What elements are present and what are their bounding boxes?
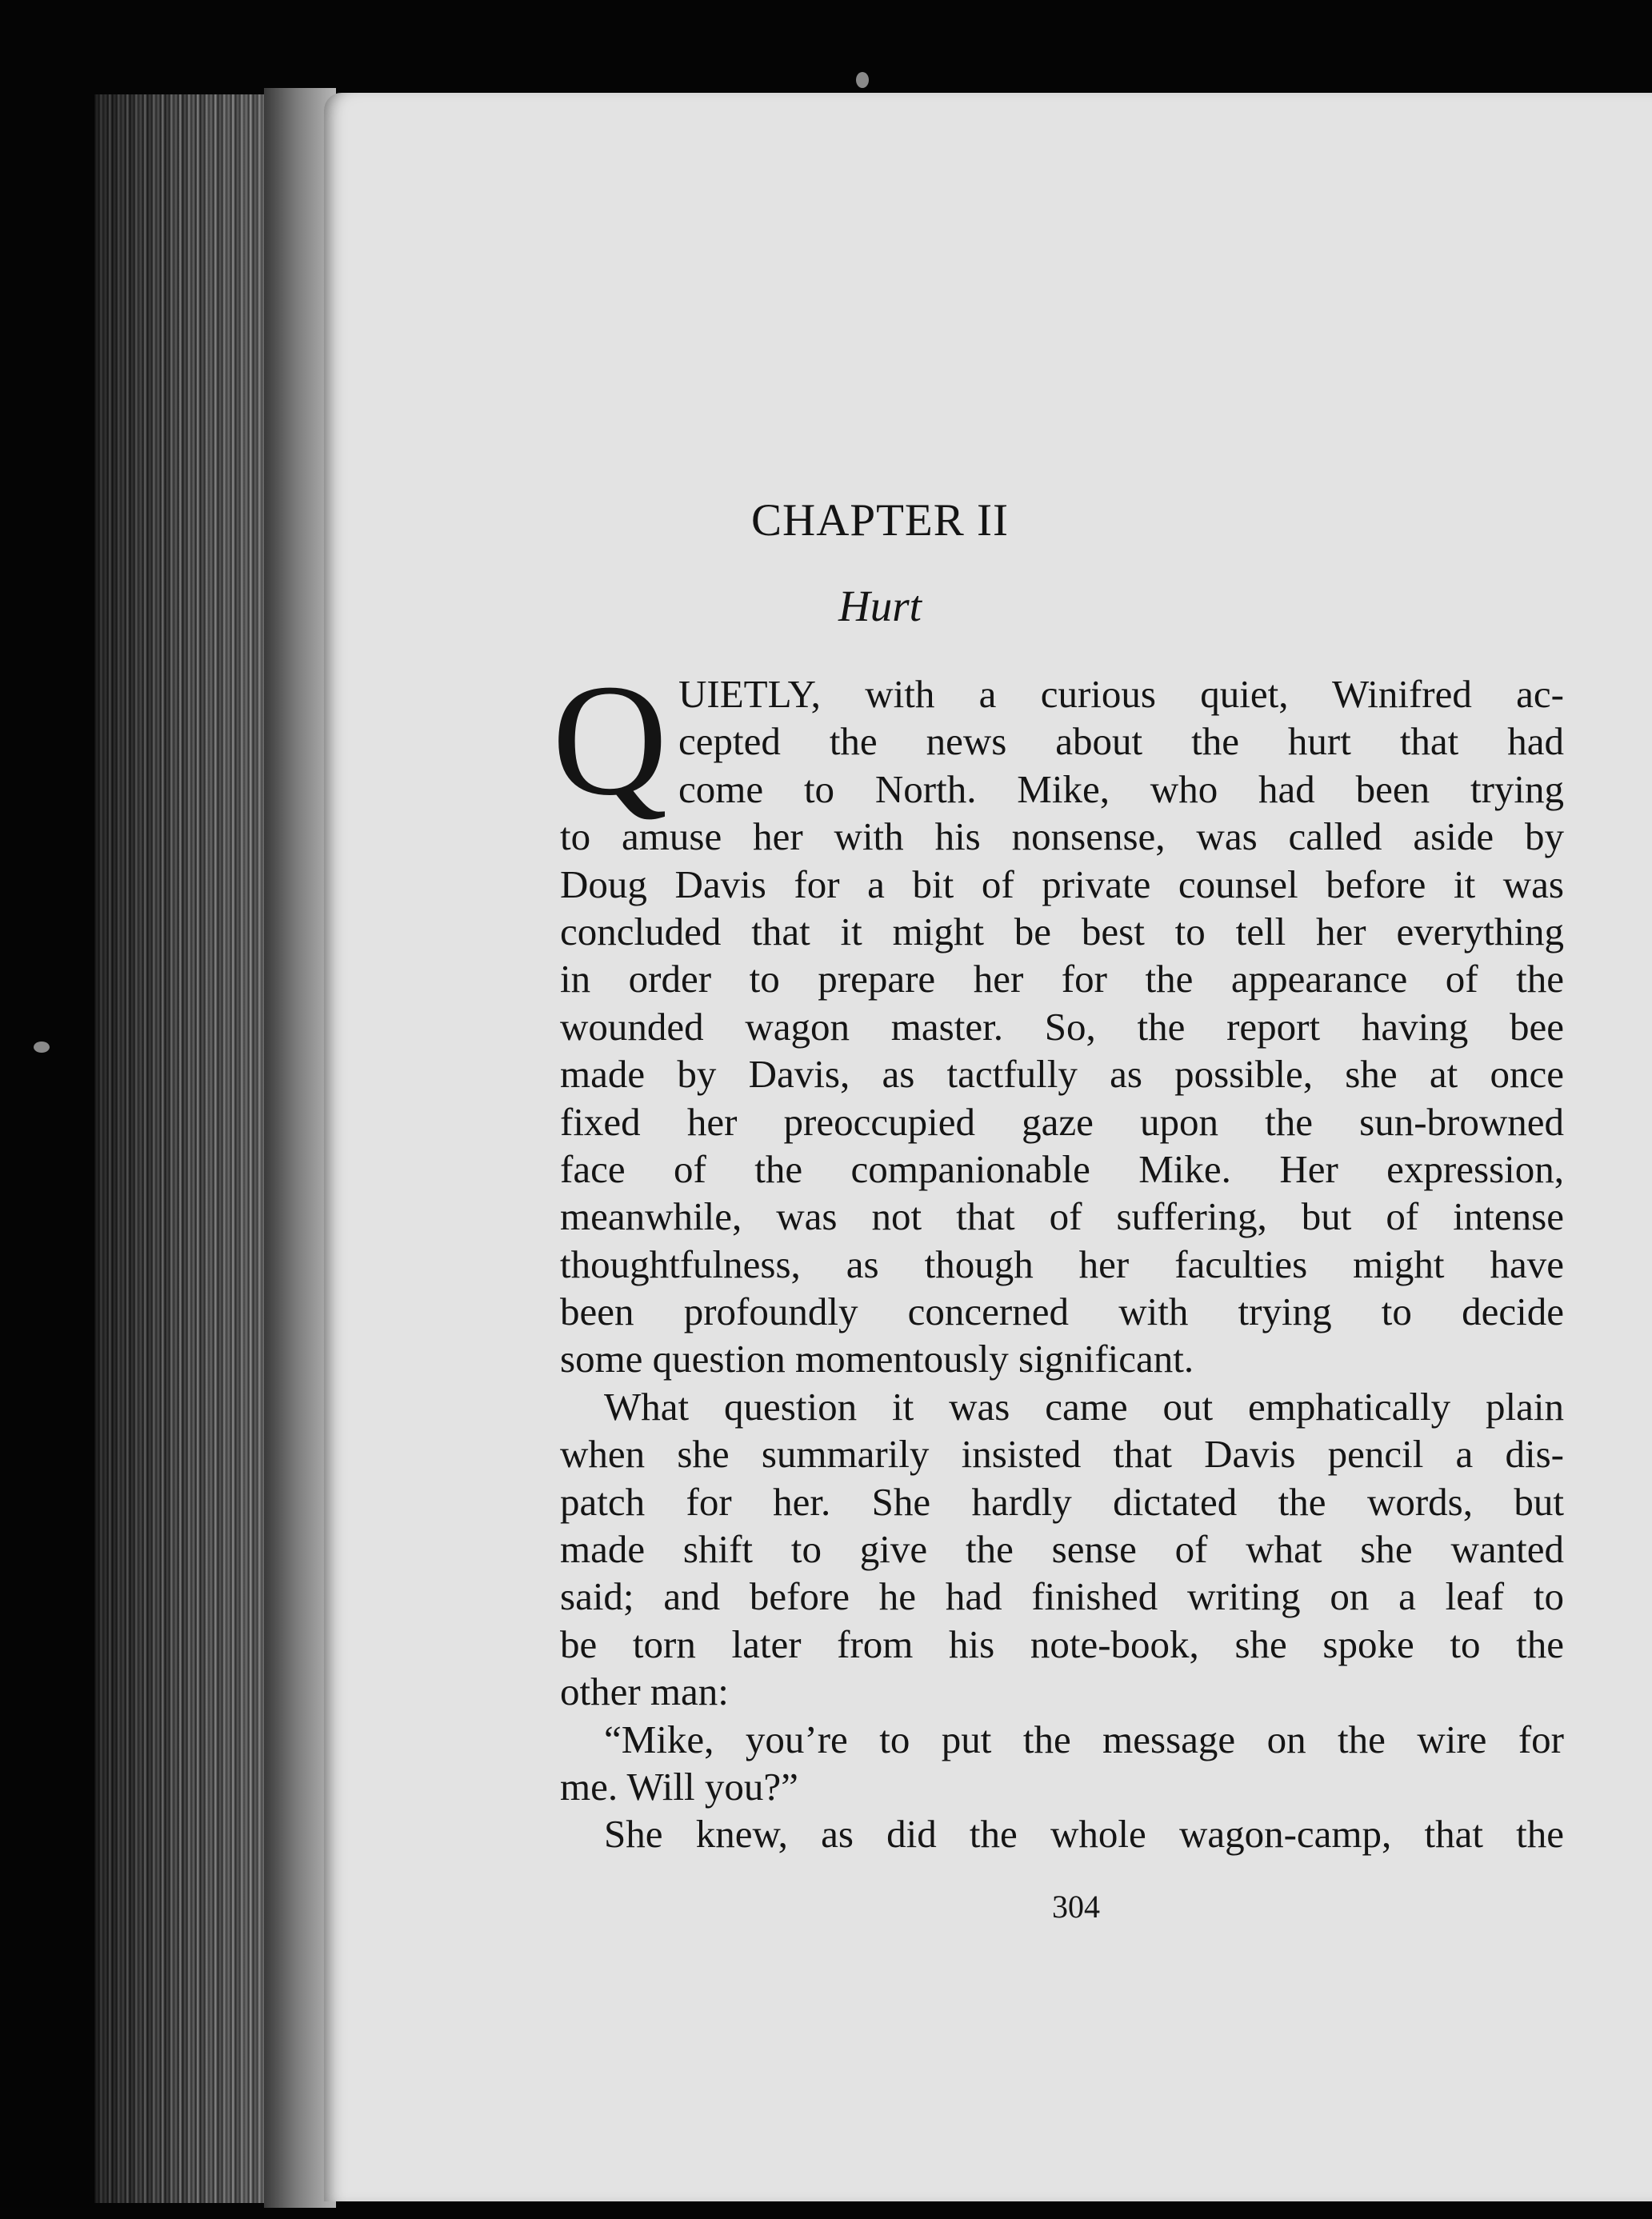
chapter-subtitle: Hurt <box>838 582 922 630</box>
text-line: some question momentously significant. <box>560 1337 1194 1381</box>
text-line: Doug Davis for a bit of private counsel before it was <box>560 862 1564 906</box>
text-line: “Mike, you’re to put the message on the wire for <box>604 1717 1564 1761</box>
text-line: What question it was came out emphatically plain <box>604 1384 1564 1429</box>
text-line: when she summarily insisted that Davis pencil a dis- <box>560 1432 1564 1477</box>
paragraph <box>560 1810 1564 1857</box>
dust-speck <box>856 72 869 88</box>
text-line: concluded that it might be best to tell her everything <box>560 909 1564 954</box>
text-line: made shift to give the sense of what she wanted <box>560 1527 1564 1572</box>
text-line: made by Davis, as tactfully as possible, she at once <box>560 1052 1564 1097</box>
text-line: meanwhile, was not that of suffering, but of intense <box>560 1194 1564 1239</box>
dust-speck <box>34 1042 50 1053</box>
text-line: cepted the news about the hurt that had <box>678 719 1564 764</box>
paragraph <box>560 1383 1564 1716</box>
paragraph <box>560 1716 1564 1811</box>
text-line: patch for her. She hardly dictated the words, but <box>560 1479 1564 1524</box>
text-line: thoughtfulness, as though her faculties might have <box>560 1241 1564 1286</box>
text-line: to amuse her with his nonsense, was called aside by <box>560 814 1564 859</box>
text-line: other man: <box>560 1669 729 1714</box>
text-line: be torn later from his note-book, she spoke to the <box>560 1621 1564 1666</box>
text-line: said; and before he had finished writing on a leaf to <box>560 1574 1564 1619</box>
chapter-heading: CHAPTER II <box>751 495 1009 546</box>
text-line: She knew, as did the whole wagon-camp, that the <box>604 1812 1564 1857</box>
paragraph <box>560 670 1564 1383</box>
page-number: 304 <box>1052 1889 1100 1925</box>
text-line: been profoundly concerned with trying to decide <box>560 1289 1564 1334</box>
text-line: fixed her preoccupied gaze upon the sun-browned <box>560 1099 1564 1144</box>
text-line: wounded wagon master. So, the report having bee <box>560 1004 1564 1049</box>
text-line: me. Will you?” <box>560 1764 798 1809</box>
text-line: come to North. Mike, who had been trying <box>678 766 1564 811</box>
text-line: face of the companionable Mike. Her expression, <box>560 1146 1564 1191</box>
drop-cap: Q <box>552 652 668 829</box>
body-text <box>560 670 1564 1858</box>
text-line: UIETLY, with a curious quiet, Winifred ac- <box>678 672 1564 716</box>
text-line: in order to prepare her for the appearance of the <box>560 957 1564 1002</box>
